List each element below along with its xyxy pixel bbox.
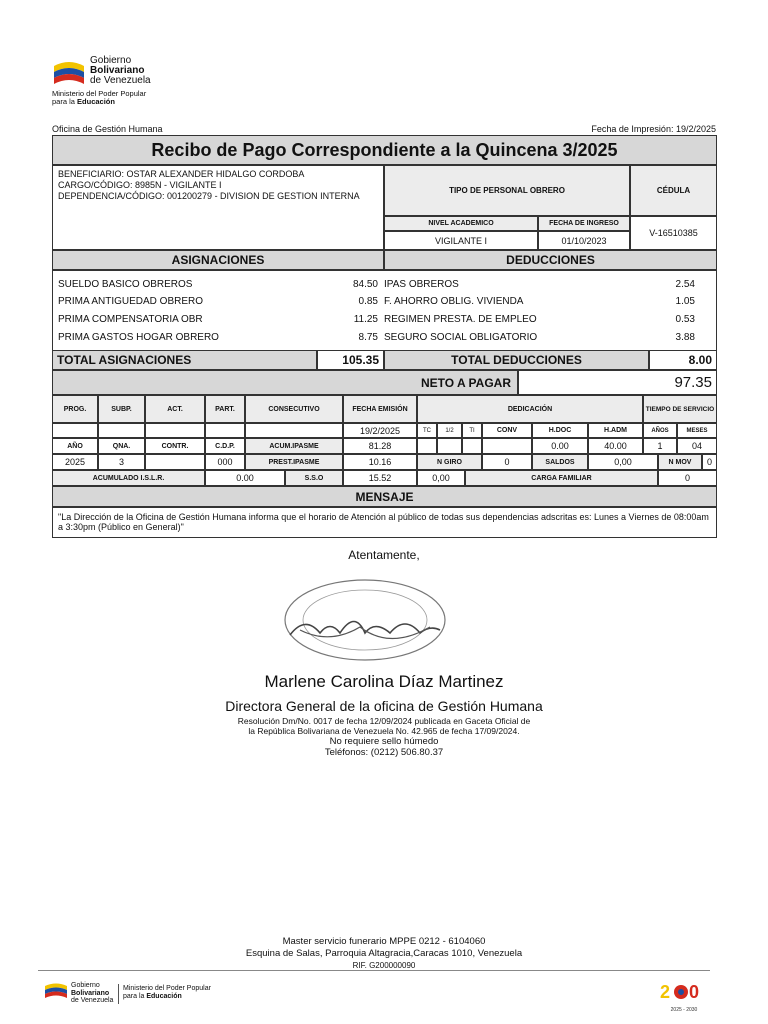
asig-val-1: 84.50	[352, 279, 378, 290]
hdoc-label: H.DOC	[532, 423, 588, 438]
contr-value	[145, 454, 205, 470]
org-line1: Gobierno	[90, 55, 132, 66]
carga-value: 0	[658, 470, 717, 486]
contr-label: CONTR.	[145, 438, 205, 454]
ded-item-2: F. AHORRO OBLIG. VIVIENDA	[384, 296, 524, 307]
meses-value: 04	[677, 438, 717, 454]
government-logo	[52, 52, 162, 122]
prest-ipasme-value: 10.16	[343, 454, 417, 470]
cedula-label: CÉDULA	[630, 165, 717, 216]
act-value	[145, 423, 205, 438]
office-label: Oficina de Gestión Humana	[52, 124, 163, 134]
ngiro-label: N GIRO	[417, 454, 482, 470]
tc-label: TC	[417, 423, 437, 438]
footer-logo-divider	[118, 984, 119, 1004]
asignaciones-header: ASIGNACIONES	[52, 250, 384, 270]
beneficiary-block	[52, 165, 384, 250]
footer-rif: RIF. G200000090	[352, 961, 416, 970]
footer-ministry-prefix: para la	[123, 993, 145, 1000]
receipt-table	[52, 135, 717, 538]
acum-ipasme-label: ACUM.IPASME	[245, 438, 343, 454]
cdp-label: C.D.P.	[205, 438, 245, 454]
svg-text:0: 0	[689, 982, 700, 1002]
fecha-emision-value: 19/2/2025	[343, 423, 417, 438]
ministry-prefix: para la	[52, 97, 75, 106]
conv-value	[482, 438, 532, 454]
ded-val-2: 1.05	[675, 296, 695, 307]
footer-org-line2: Bolivariano	[71, 989, 110, 997]
header-row	[52, 124, 716, 134]
ministry-line1: Ministerio del Poder Popular	[52, 89, 147, 98]
acum-ipasme-value: 81.28	[343, 438, 417, 454]
nmov-value: 0	[702, 454, 717, 470]
sso-value-2: 0,00	[417, 470, 465, 486]
footer-org-line3: de Venezuela	[71, 997, 114, 1004]
prog-value	[52, 423, 98, 438]
phones: Teléfonos: (0212) 506.80.37	[324, 747, 444, 758]
islr-value: 0.00	[205, 470, 285, 486]
ded-val-4: 3.88	[675, 332, 695, 343]
total-asignaciones-label: TOTAL ASIGNACIONES	[52, 350, 317, 370]
total-asignaciones-value: 105.35	[317, 350, 384, 370]
svg-text:2: 2	[660, 982, 671, 1002]
deducciones-header: DEDUCCIONES	[384, 250, 717, 270]
tiempo-servicio-label: TIEMPO DE SERVICIO	[643, 395, 717, 423]
footer-divider	[38, 970, 710, 971]
signature-stamp	[270, 575, 460, 675]
total-deducciones-value: 8.00	[649, 350, 717, 370]
tipo-personal: TIPO DE PERSONAL OBRERO	[384, 165, 630, 216]
asig-item-1: SUELDO BASICO OBREROS	[58, 279, 193, 290]
footer-text	[0, 936, 768, 972]
asig-item-3: PRIMA COMPENSATORIA OBR	[58, 314, 203, 325]
receipt-title: Recibo de Pago Correspondiente a la Quincena 3/2025	[52, 135, 717, 165]
ngiro-value: 0	[482, 454, 532, 470]
carga-label: CARGA FAMILIAR	[465, 470, 658, 486]
meses-label: MESES	[677, 423, 717, 438]
asig-val-2: 0.85	[358, 296, 378, 307]
qna-value: 3	[98, 454, 145, 470]
consecutivo-value	[245, 423, 343, 438]
beneficiary: BENEFICIARIO: OSTAR ALEXANDER HIDALGO CORDOBA	[58, 169, 305, 179]
ano-value: 2025	[52, 454, 98, 470]
resolution-block	[0, 716, 768, 758]
anos-label: AÑOS	[643, 423, 677, 438]
asig-item-4: PRIMA GASTOS HOGAR OBRERO	[58, 332, 219, 343]
neto-label: NETO A PAGAR	[52, 370, 518, 395]
atentamente: Atentamente,	[348, 548, 420, 562]
footer-org-line1: Gobierno	[71, 982, 100, 989]
half-value	[437, 438, 462, 454]
subp-label: SUBP.	[98, 395, 145, 423]
org-line2: Bolivariano	[90, 65, 145, 76]
total-deducciones-label: TOTAL DEDUCCIONES	[384, 350, 649, 370]
anos-value: 1	[643, 438, 677, 454]
ti-label: TI	[462, 423, 482, 438]
badge-icon	[660, 980, 708, 1002]
ded-val-3: 0.53	[675, 314, 695, 325]
asig-val-3: 11.25	[353, 314, 378, 325]
cdp-value: 000	[205, 454, 245, 470]
ded-item-3: REGIMEN PRESTA. DE EMPLEO	[384, 314, 537, 325]
dedicacion-label: DEDICACIÓN	[417, 395, 643, 423]
footer-logo	[44, 980, 244, 1010]
nmov-label: N MOV	[658, 454, 702, 470]
islr-label: ACUMULADO I.S.L.R.	[52, 470, 205, 486]
nivel-value: VIGILANTE I	[384, 231, 538, 250]
fecha-ingreso-value: 01/10/2023	[538, 231, 630, 250]
saldos-value: 0,00	[588, 454, 658, 470]
mensaje-header: MENSAJE	[52, 486, 717, 507]
footer-line2: Esquina de Salas, Parroquia Altagracia,Caracas 1010, Venezuela	[245, 948, 523, 959]
subp-value	[98, 423, 145, 438]
fecha-emision-label: FECHA EMISIÓN	[343, 395, 417, 423]
prest-ipasme-label: PREST.IPASME	[245, 454, 343, 470]
ministry-bold: Educación	[77, 97, 115, 106]
conv-label: CONV	[482, 423, 532, 438]
sso-value: 15.52	[343, 470, 417, 486]
signer-name: Marlene Carolina Díaz Martinez	[264, 672, 504, 691]
part-value	[205, 423, 245, 438]
ti-value	[462, 438, 482, 454]
footer-line1: Master servicio funerario MPPE 0212 - 6104060	[282, 936, 486, 947]
half-label: 1/2	[437, 423, 462, 438]
ded-val-1: 2.54	[675, 279, 695, 290]
tc-value	[417, 438, 437, 454]
asig-val-4: 8.75	[358, 332, 378, 343]
no-seal-note: No requiere sello húmedo	[329, 736, 439, 747]
asig-item-2: PRIMA ANTIGUEDAD OBRERO	[58, 296, 204, 307]
fecha-ingreso-label: FECHA DE INGRESO	[538, 216, 630, 231]
flag-icon	[44, 982, 68, 1002]
badge-2025-2030	[660, 980, 708, 1013]
badge-years: 2025 - 2030	[670, 1007, 698, 1013]
resolution-line1: Resolución Dm/No. 0017 de fecha 12/09/2024 publicada en Gaceta Oficial de	[237, 716, 531, 726]
cedula-value: V-16510385	[630, 216, 717, 250]
mensaje-text: "La Dirección de la Oficina de Gestión Humana informa que el horario de Atención al público de todas sus dependencias adscritas es: Lunes a Viernes de 08:00am a 3:30pm (Público en General)"	[52, 507, 717, 538]
ano-label: AÑO	[52, 438, 98, 454]
ded-item-1: IPAS OBREROS	[384, 279, 459, 290]
prog-label: PROG.	[52, 395, 98, 423]
qna-label: QNA.	[98, 438, 145, 454]
saldos-label: SALDOS	[532, 454, 588, 470]
org-line3: de Venezuela	[90, 75, 151, 86]
act-label: ACT.	[145, 395, 205, 423]
signer-position: Directora General de la oficina de Gestión Humana	[225, 698, 543, 714]
hadm-value: 40.00	[588, 438, 643, 454]
ded-item-4: SEGURO SOCIAL OBLIGATORIO	[384, 332, 538, 343]
sso-label: S.S.O	[285, 470, 343, 486]
print-date: Fecha de Impresión: 19/2/2025	[591, 124, 716, 134]
part-label: PART.	[205, 395, 245, 423]
flag-icon	[52, 60, 86, 88]
cargo: CARGO/CÓDIGO: 8985N - VIGILANTE I	[58, 180, 222, 190]
hdoc-value: 0.00	[532, 438, 588, 454]
hadm-label: H.ADM	[588, 423, 643, 438]
resolution-line2: la República Bolivariana de Venezuela No. 42.965 de fecha 17/09/2024.	[248, 726, 520, 736]
nivel-label: NIVEL ACADEMICO	[384, 216, 538, 231]
dependencia: DEPENDENCIA/CÓDIGO: 001200279 - DIVISION DE GESTION INTERNA	[58, 191, 360, 201]
neto-value: 97.35	[518, 370, 717, 395]
footer-ministry-line1: Ministerio del Poder Popular	[123, 985, 211, 992]
footer-ministry-bold: Educación	[146, 993, 182, 1000]
consecutivo-label: CONSECUTIVO	[245, 395, 343, 423]
